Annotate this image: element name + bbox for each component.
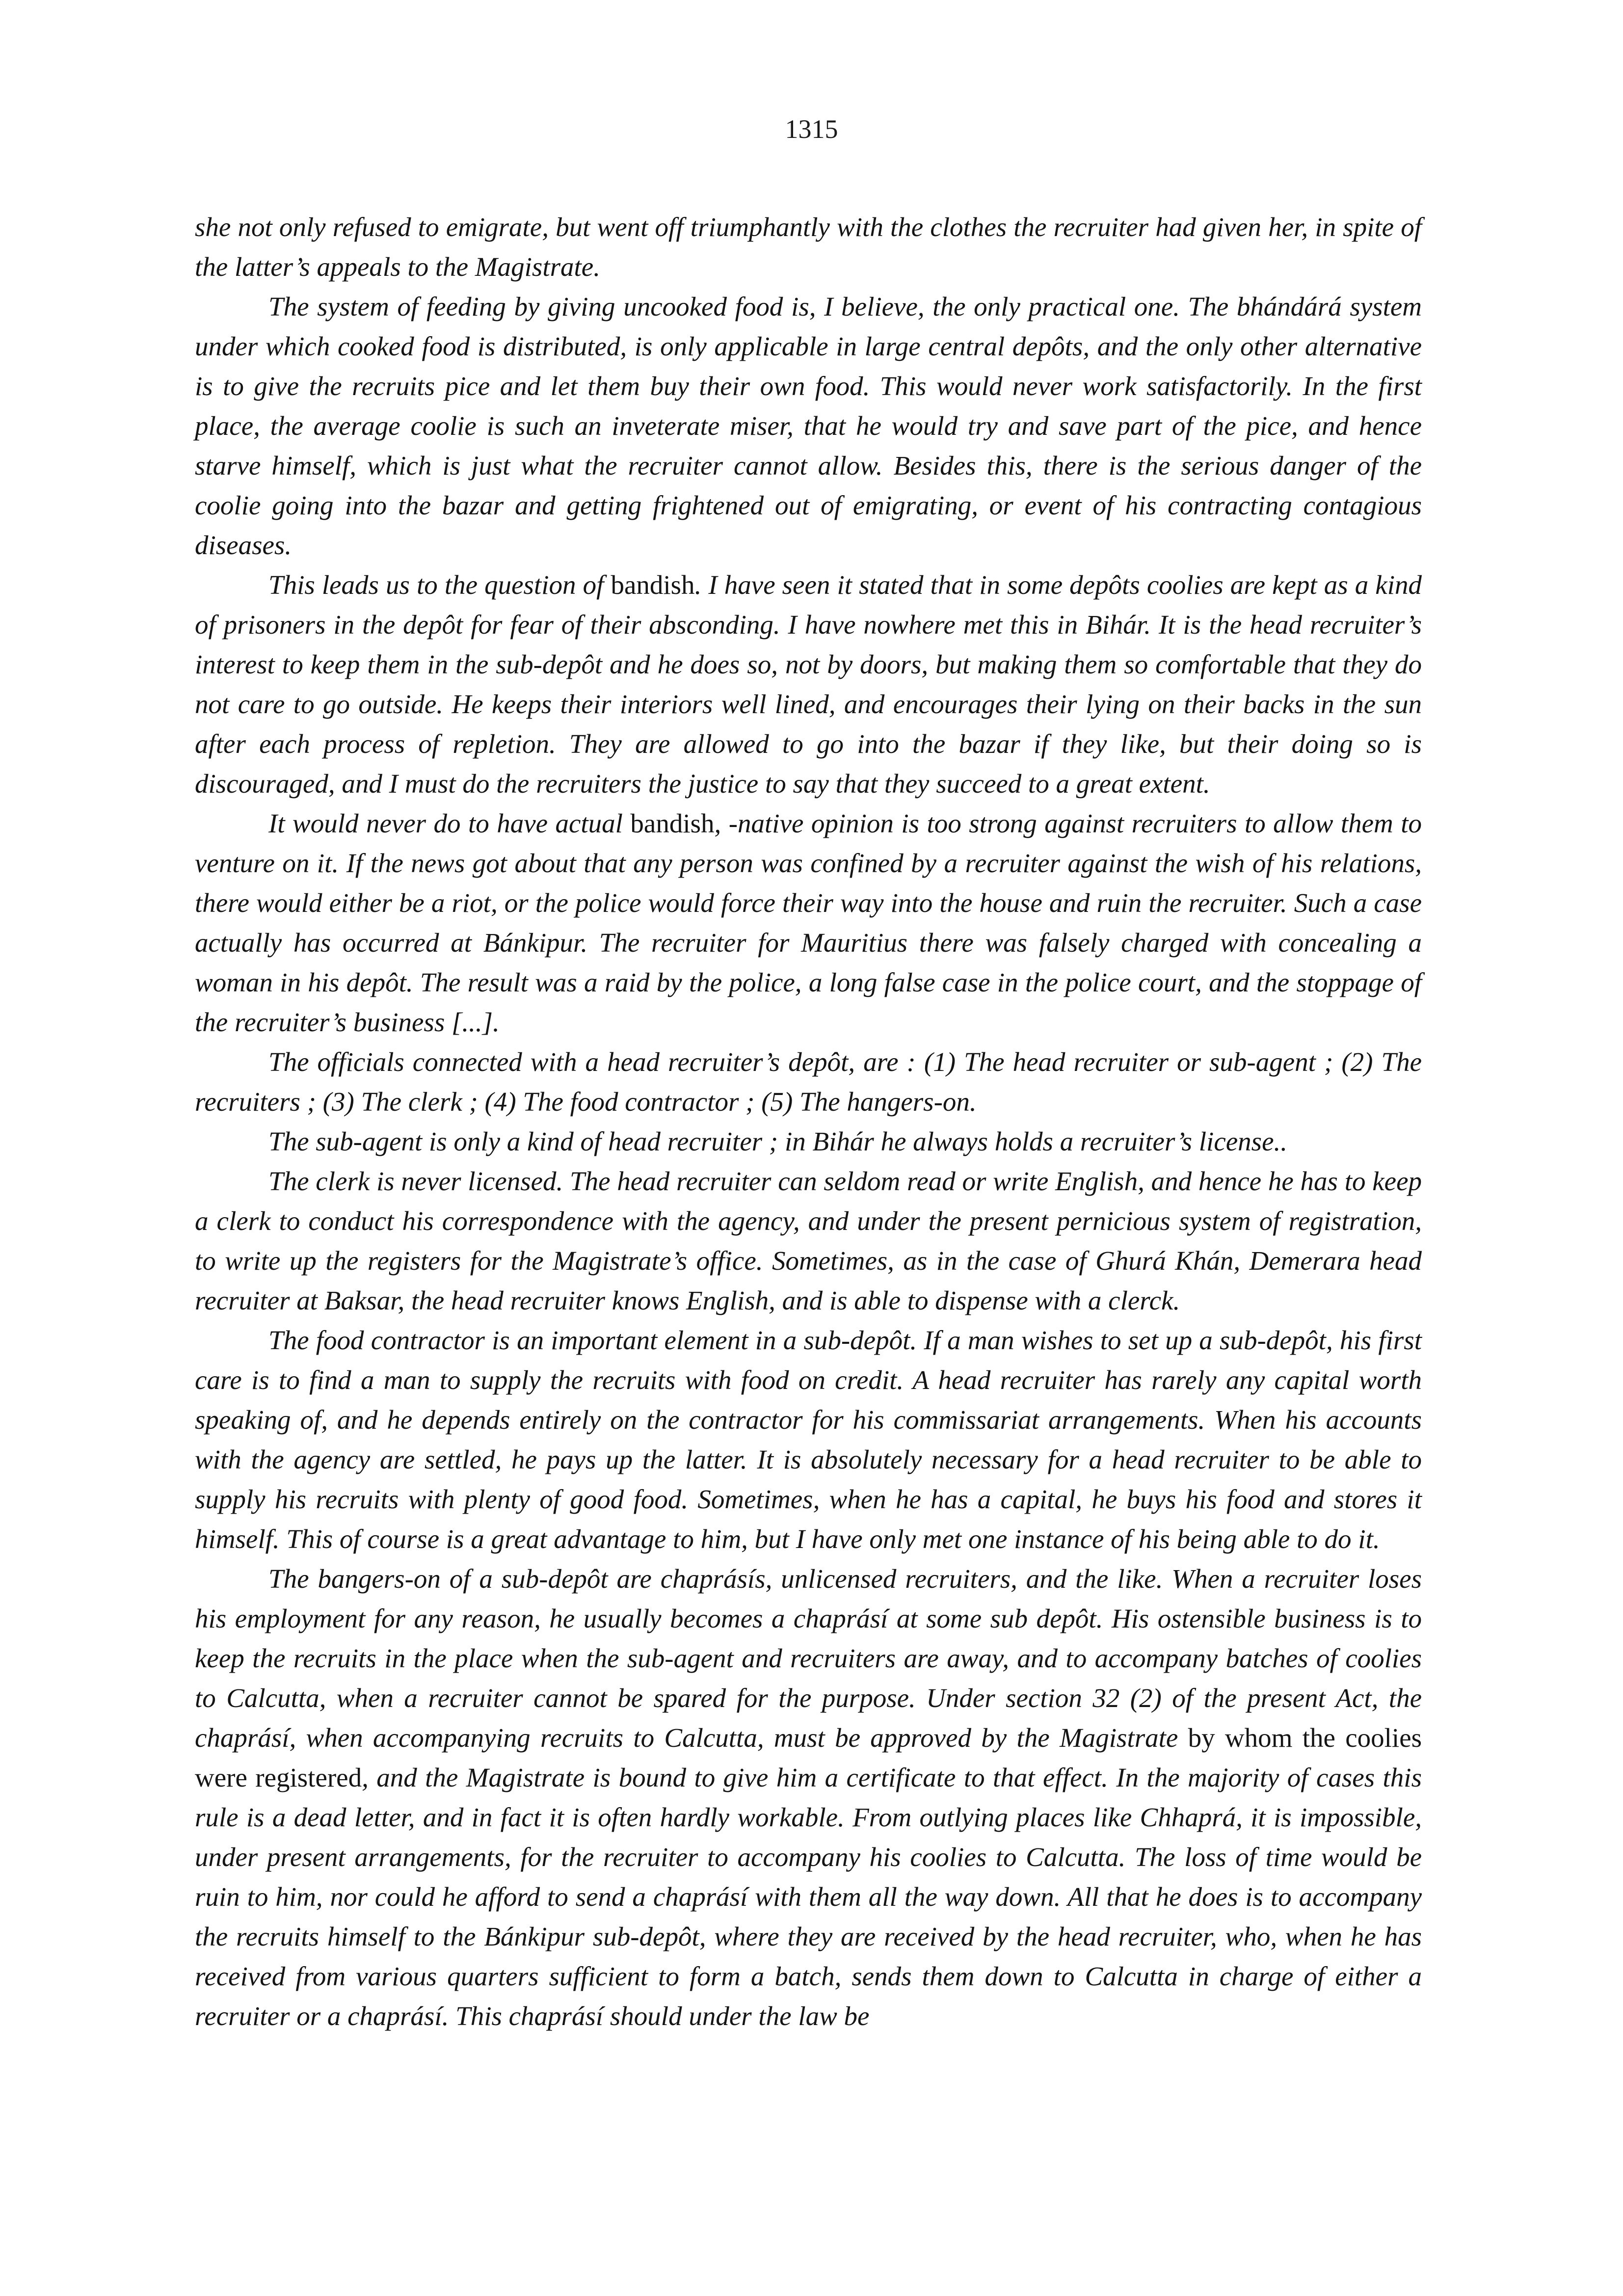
italic-text-segment: The food contractor is an important element in a sub-depôt. If a man wishes to set up a sub-depôt, his first care is to find a man to supply the recruits with food on credit. A head recruiter has rarely any capital worth speaking of, and he depends entirely on the contractor for his commissariat arrangements. When his accounts with the agency are settled, he pays up the latter. It is absolutely necessary for a head recruiter to be able to supply his recruits with plenty of good food. Sometimes, when he has a capital, he buys his food and stores it himself. This of course is a great advantage to him, but I have only met one instance of his being able to do it.: [195, 1325, 1422, 1554]
italic-text-segment: she not only refused to emigrate, but went off triumphantly with the clothes the recruiter had given her, in spite of the latter’s appeals to the Magistrate.: [195, 212, 1422, 282]
paragraph: [195, 1320, 1422, 1559]
italic-text-segment: The officials connected with a head recruiter’s depôt, are : (1) The head recruiter or sub-agent ; (2) The recruiters ; (3) The clerk ; (4) The food contractor ; (5) The hangers-on.: [195, 1047, 1422, 1117]
paragraph: [195, 1161, 1422, 1320]
paragraph: [195, 207, 1422, 287]
italic-text-segment: This leads us to the question of: [268, 570, 611, 600]
paragraph: [195, 1042, 1422, 1121]
roman-text-segment: bandish: [630, 808, 715, 838]
paragraph: [195, 287, 1422, 565]
italic-text-segment: , and the Magistrate is bound to give him a certificate to that effect. In the majority of cases this rule is a dead letter, and in fact it is often hardly workable. From outlying places like Chhaprá, it is impossible, under present arrangements, for the recruiter to accompany his coolies to Calcutta. The loss of time would be ruin to him, nor could he afford to send a chaprásí with them all the way down. All that he does is to accompany the recruits himself to the Bánkipur sub-depôt, where they are received by the head recruiter, who, when he has received from various quarters sufficient to form a batch, sends them down to Calcutta in charge of either a recruiter or a chaprásí. This chaprásí should under the law be: [195, 1762, 1422, 2031]
italic-text-segment: The system of feeding by giving uncooked food is, I believe, the only practical one. The bhándárá system under which cooked food is distributed, is only applicable in large central depôts, and the only other alternative is to give the recruits pice and let them buy their own food. This would never work satisfactorily. In the first place, the average coolie is such an inveterate miser, that he would try and save part of the pice, and hence starve himself, which is just what the recruiter cannot allow. Besides this, there is the serious danger of the coolie going into the bazar and getting frightened out of emigrating, or event of his contracting contagious diseases.: [195, 292, 1422, 560]
italic-text-segment: The sub-agent is only a kind of head recruiter ; in Bihár he always holds a recruiter’s license..: [268, 1126, 1287, 1156]
paragraph: [195, 803, 1422, 1042]
page-number: 1315: [785, 114, 838, 144]
roman-text-segment: bandish: [611, 570, 695, 600]
italic-text-segment: It would never do to have actual: [268, 808, 631, 838]
italic-text-segment: , -native opinion is too strong against recruiters to allow them to venture on it. If the news got about that any person was confined by a recruiter against the wish of his relations, there would either be a riot, or the police would force their way into the house and ruin the recruiter. Such a case actually has occurred at Bánkipur. The recruiter for Mauritius there was falsely charged with concealing a woman in his depôt. The result was a raid by the police, a long false case in the police court, and the stoppage of the recruiter’s business [...].: [195, 808, 1422, 1037]
paragraph: [195, 565, 1422, 803]
italic-text-segment: The clerk is never licensed. The head recruiter can seldom read or write English, and hence he has to keep a clerk to conduct his correspondence with the agency, and under the present pernicious system of registration, to write up the registers for the Magistrate’s office. Sometimes, as in the case of Ghurá Khán, Demerara head recruiter at Baksar, the head recruiter knows English, and is able to dispense with a clerck.: [195, 1166, 1422, 1315]
italic-text-segment: . I have seen it stated that in some depôts coolies are kept as a kind of prisoners in the depôt for fear of their absconding. I have nowhere met this in Bihár. It is the head recruiter’s interest to keep them in the sub-depôt and he does so, not by doors, but making them so comfortable that they do not care to go outside. He keeps their interiors well lined, and encourages their lying on their backs in the sun after each process of repletion. They are allowed to go into the bazar if they like, but their doing so is discouraged, and I must do the recruiters the justice to say that they succeed to a great extent.: [195, 570, 1422, 799]
paragraph: [195, 1121, 1422, 1161]
paragraph: [195, 1559, 1422, 2036]
roman-text-segment: by whom the coolies were registered: [195, 1723, 1422, 1792]
body-text: [195, 207, 1422, 2036]
italic-text-segment: The bangers-on of a sub-depôt are chaprásís, unlicensed recruiters, and the like. When a recruiter loses his employment for any reason, he usually becomes a chaprásí at some sub depôt. His ostensible business is to keep the recruits in the place when the sub-agent and recruiters are away, and to accompany batches of coolies to Calcutta, when a recruiter cannot be spared for the purpose. Under section 32 (2) of the present Act, the chaprásí, when accompanying recruits to Calcutta, must be approved by the Magistrate: [195, 1564, 1422, 1753]
